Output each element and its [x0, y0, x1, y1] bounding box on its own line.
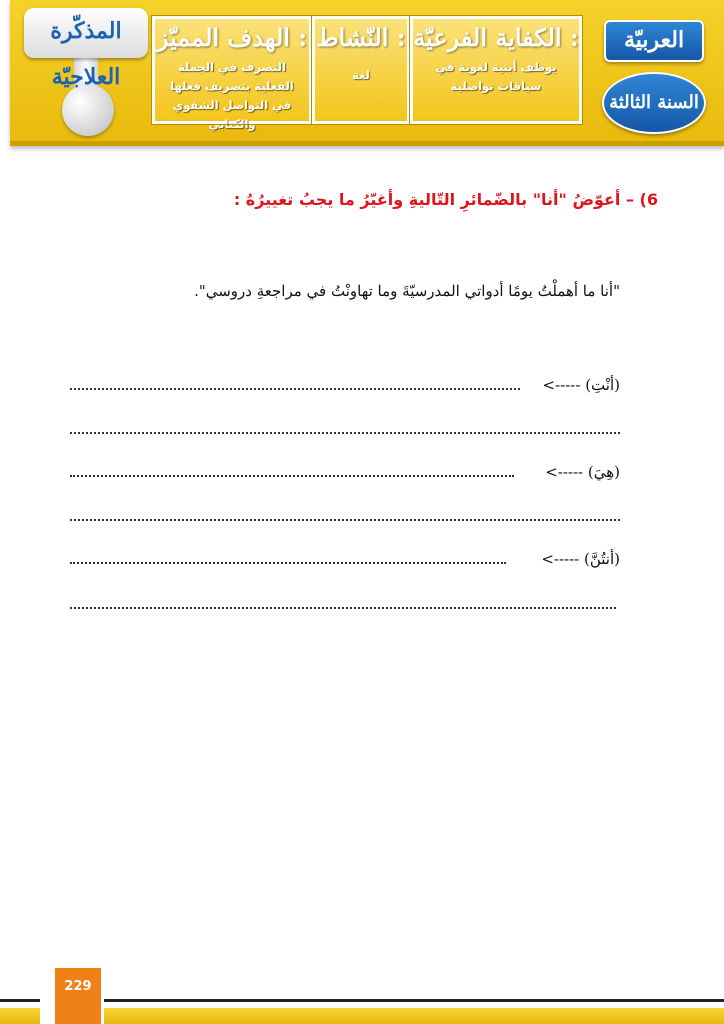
exercise-instruction: 6) – أعوّضُ "أنا" بالضّمائرِ التّاليةِ وأغيّرُ ما يجبُ تغييرُهُ :: [233, 190, 658, 209]
page-number: 229: [55, 968, 101, 1024]
pronoun-label: (هِيَ) ----->: [545, 463, 620, 481]
answer-row-continuation[interactable]: [70, 414, 620, 438]
answer-row-antunna[interactable]: [70, 544, 620, 568]
competence-text: يوظف أبنية لغوية في سياقات تواصلية: [435, 60, 557, 93]
subject-badge: العربيّة: [604, 20, 704, 62]
answer-row-hiya[interactable]: [70, 457, 620, 481]
answer-line[interactable]: [70, 519, 620, 521]
competence-panel: [410, 16, 582, 124]
goal-text: التصرف في الجملة الفعلية بتصريف فعلها في التواصل الشفوي والكتابي: [170, 60, 294, 131]
footer-band-right: [104, 1008, 724, 1024]
goal-title: الهدف المميّز :: [156, 23, 308, 52]
competence-title: الكفاية الفرعيّة :: [413, 23, 579, 52]
badge-label: المذكّرة العلاجيّة: [24, 8, 148, 58]
footer-rule-right: [104, 999, 724, 1002]
remedial-badge: [24, 8, 148, 140]
activity-text: لغة: [352, 68, 370, 82]
answer-line[interactable]: [70, 432, 620, 434]
answer-line[interactable]: [70, 388, 520, 390]
footer-rule-left: [0, 999, 40, 1002]
answer-line[interactable]: [70, 475, 514, 477]
answer-row-anti[interactable]: [70, 370, 620, 394]
answer-line[interactable]: [70, 607, 616, 609]
footer-band-left: [0, 1008, 40, 1024]
exercise-sentence: "أنا ما أهملْتُ يومًا أدواتي المدرسيّةَ وما تهاونْتُ في مراجعةِ دروسي".: [194, 282, 620, 300]
year-badge: السنة الثالثة: [602, 72, 706, 134]
answer-line[interactable]: [70, 562, 506, 564]
activity-title: النّشاط :: [316, 23, 406, 52]
answer-row-continuation[interactable]: [70, 501, 620, 525]
pronoun-label: (أنْتِ) ----->: [542, 376, 620, 394]
pronoun-label: (أنتُنَّ) ----->: [541, 550, 620, 568]
goal-panel: [152, 16, 312, 131]
header-band: [10, 0, 724, 146]
activity-panel: [312, 16, 410, 124]
answer-row-continuation[interactable]: [70, 589, 620, 613]
